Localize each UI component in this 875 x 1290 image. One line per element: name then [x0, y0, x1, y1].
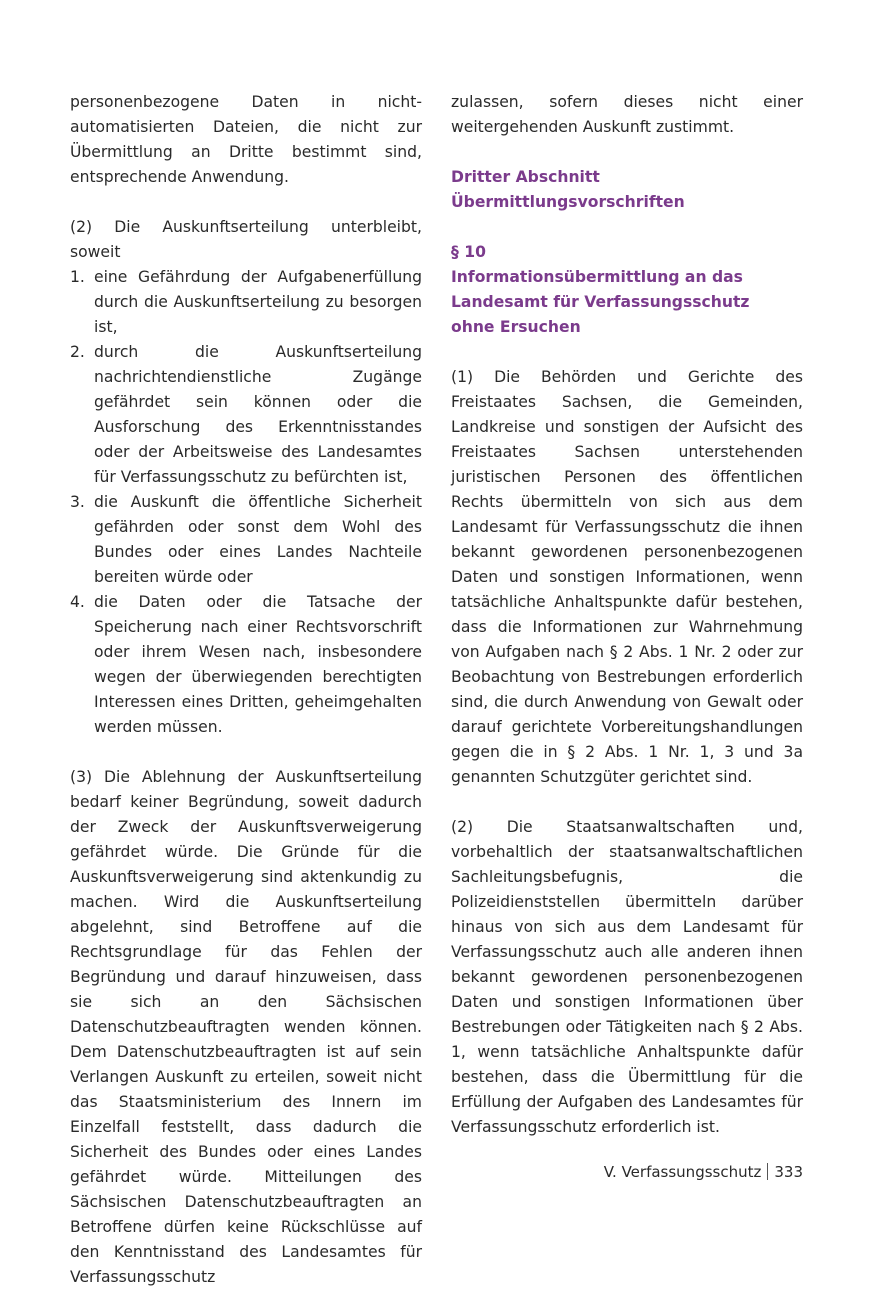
paragraph-2-intro: (2) Die Auskunftserteilung unterbleibt, soweit [70, 218, 422, 261]
page-number: 333 [774, 1163, 803, 1181]
paragraph-number: § 10 [451, 243, 486, 261]
list-item: 1. eine Gefährdung der Aufgabenerfüllung durch die Auskunftserteilung zu besorgen ist, [70, 268, 422, 336]
section-heading: Dritter Abschnitt Übermittlungsvorschriften [451, 168, 685, 211]
continuation-text: zulassen, sofern dieses nicht einer weitergehenden Auskunft zustimmt. [451, 93, 803, 136]
paragraph-3: (3) Die Ablehnung der Auskunftserteilung bedarf keiner Begründung, soweit dadurch der Zweck der Auskunftsverweigerung gefährdet würde. Die Gründe für die Auskunftsverweigerung sind aktenkundig zu machen. Wird die Auskunftserteilung abgelehnt, sind Betroffene auf die Rechtsgrundlage für das Fehlen der Begründung und darauf hinzuweisen, dass sie sich an den Sächsischen Datenschutzbeauftragten wenden können. Dem Datenschutzbeauftragten ist auf sein Verlangen Auskunft zu erteilen, soweit nicht das Staatsministerium des Innern im Einzelfall feststellt, dass dadurch die Sicherheit des Bundes oder eines Landes gefährdet würde. Mitteilungen des Sächsischen Datenschutzbeauftragten an Betroffene dürfen keine Rückschlüsse auf den Kenntnisstand des Landesamtes für Verfassungsschutz [70, 768, 422, 1286]
paragraph-heading [451, 240, 803, 340]
condition-list [70, 265, 422, 740]
left-column [70, 90, 422, 1290]
paragraph-1: (1) Die Behörden und Gerichte des Freistaates Sachsen, die Gemeinden, Landkreise und sonstigen der Aufsicht des Freistaates Sachsen unterstehenden juristischen Personen des öffentlichen Rechts übermitteln von sich aus dem Landesamt für Verfassungsschutz die ihnen bekannt gewordenen personenbezogenen Daten und sonstigen Informationen, wenn tatsächliche Anhaltspunkte dafür bestehen, dass die Informationen zur Wahrnehmung von Aufgaben nach § 2 Abs. 1 Nr. 2 oder zur Beobachtung von Bestrebungen erforderlich sind, die durch Anwendung von Gewalt oder darauf gerichtete Vorbereitungshandlungen gegen die in § 2 Abs. 1 Nr. 1, 3 und 3a genannten Schutzgüter gerichtet sind. [451, 368, 803, 786]
paragraph-2: (2) Die Staatsanwaltschaften und, vorbehaltlich der staatsanwaltschaftlichen Sachleitungsbefugnis, die Polizeidienststellen übermitteln darüber hinaus von sich aus dem Landesamt für Verfassungsschutz auch alle anderen ihnen bekannt gewordenen personenbezogenen Daten und sonstigen Informationen über Bestrebungen oder Tätigkeiten nach § 2 Abs. 1, wenn tatsächliche Anhaltspunkte dafür bestehen, dass die Übermittlung für die Erfüllung der Aufgaben des Landesamtes für Verfassungsschutz erforderlich ist. [451, 818, 803, 1136]
list-item: 4. die Daten oder die Tatsache der Speicherung nach einer Rechtsvorschrift oder ihrem Wesen nach, insbesondere wegen der überwiegenden berechtigten Interessen eines Dritten, geheimgehalten werden müssen. [70, 593, 422, 736]
list-item: 2. durch die Auskunftserteilung nachrichtendienstliche Zugänge gefährdet sein können oder die Ausforschung des Erkenntnisstandes oder der Arbeitsweise des Landesamtes für Verfassungsschutz zu befürchten ist, [70, 343, 422, 486]
right-column [451, 90, 803, 1140]
list-item: 3. die Auskunft die öffentliche Sicherheit gefährden oder sonst dem Wohl des Bundes oder eines Landes Nachteile bereiten würde oder [70, 493, 422, 586]
paragraph-title: Informationsübermittlung an das Landesamt für Verfassungsschutz ohne Ersuchen [451, 268, 750, 336]
intro-text: personenbezogene Daten in nicht-automatisierten Dateien, die nicht zur Übermittlung an Dritte bestimmt sind, entsprechende Anwendung. [70, 93, 422, 186]
chapter-title: V. Verfassungsschutz [603, 1163, 762, 1181]
footer-divider [767, 1163, 768, 1180]
page-footer [604, 1163, 803, 1181]
